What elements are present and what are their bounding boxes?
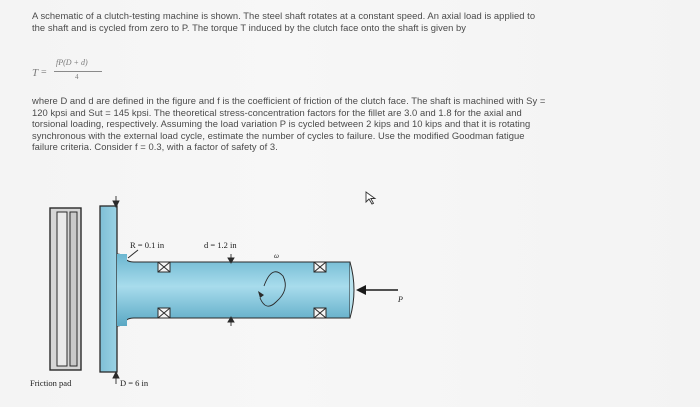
fillet-radius-label: R = 0.1 in bbox=[130, 240, 165, 250]
shaft-end bbox=[350, 262, 354, 318]
fillet-leader bbox=[128, 250, 138, 258]
clutch-disk bbox=[100, 206, 117, 372]
formula-lhs: T bbox=[32, 67, 39, 79]
load-label: P bbox=[398, 295, 403, 304]
intro-line-2: the shaft and is cycled from zero to P. The torque T induced by the clutch face onto the shaft is given by bbox=[32, 21, 467, 33]
body-line-4: synchronous with the external load cycle, estimate the number of cycles to failure. Use the modified Goodman fatigue bbox=[32, 129, 525, 141]
intro-line-1: A schematic of a clutch-testing machine is shown. The steel shaft rotates at a constant speed. An axial load is applied to bbox=[32, 10, 536, 21]
body-line-3: torsional loading, respectively. Assuming the load variation P is cycled between 2 kips and 10 kips and that it is rotating bbox=[32, 118, 531, 130]
pointer-cursor-icon bbox=[365, 191, 377, 205]
shaft-shoulder bbox=[117, 254, 127, 326]
friction-pad-label: Friction pad bbox=[30, 378, 72, 388]
D-label: D = 6 in bbox=[120, 378, 149, 388]
d-label: d = 1.2 in bbox=[204, 240, 237, 250]
formula-equals: = bbox=[41, 67, 47, 78]
formula-denominator: 4 bbox=[75, 73, 79, 81]
body-line-5: failure criteria. Consider f = 0.3, with a factor of safety of 3. bbox=[32, 141, 278, 153]
body-line-1: where D and d are defined in the figure and f is the coefficient of friction of the clutch face. The shaft is machined with Sy = bbox=[32, 95, 546, 106]
omega-label: ω bbox=[274, 252, 279, 260]
formula-numerator: fP(D + d) bbox=[56, 58, 88, 67]
friction-pad bbox=[50, 208, 81, 370]
body-line-2: 120 kpsi and Sut = 145 kpsi. The theoretical stress-concentration factors for the fillet are 3.0 and 1.8 for the axial and bbox=[32, 106, 522, 118]
load-arrowhead bbox=[356, 285, 366, 295]
